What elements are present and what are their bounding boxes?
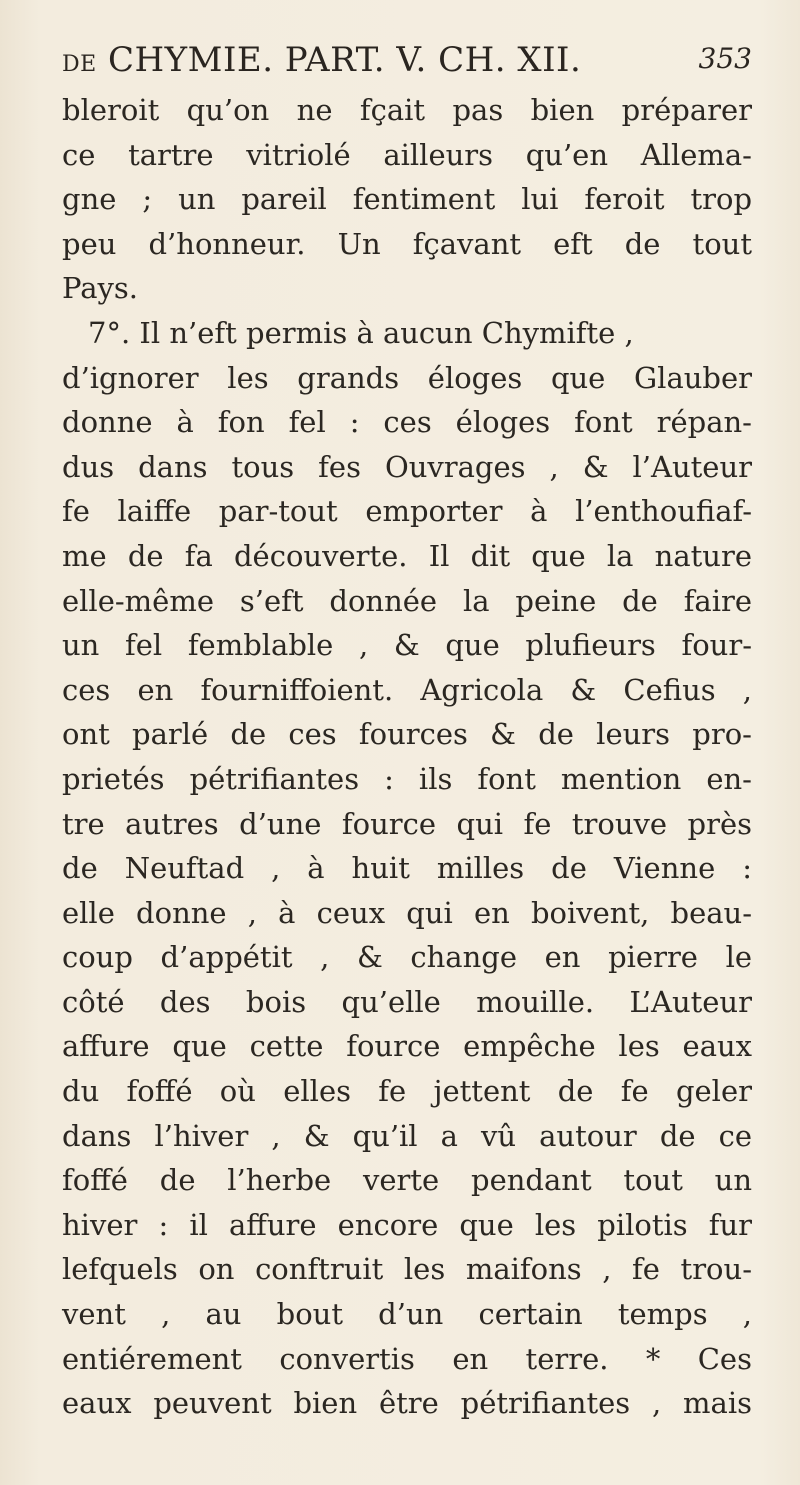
text-line — [62, 88, 762, 133]
text-line — [62, 846, 762, 891]
text-line — [62, 802, 762, 847]
text-line-content: 7°. Il n’eft permis à aucun Chymifte , — [88, 315, 634, 350]
text-line-content: lefquels on conftruit les maifons , fe trou- — [62, 1252, 752, 1287]
text-line — [62, 133, 762, 178]
text-line — [62, 534, 762, 579]
text-line-content: gne ; un pareil fentiment lui feroit trop — [62, 182, 753, 217]
text-line — [62, 935, 762, 980]
text-line — [62, 891, 762, 936]
body-text — [62, 88, 762, 1426]
running-head — [62, 40, 581, 80]
text-line-content: ce tartre vitriolé ailleurs qu’en Allema- — [62, 137, 752, 172]
text-line-content: vent , au bout d’un certain temps , — [62, 1297, 753, 1332]
text-line — [62, 712, 762, 757]
text-line-content: ont parlé de ces fources & de leurs pro- — [62, 717, 752, 752]
text-line-content: coup d’appétit , & change en pierre le — [62, 940, 753, 975]
text-line — [62, 266, 762, 311]
text-line — [62, 445, 762, 490]
text-line — [62, 1069, 762, 1114]
text-line-content: eaux peuvent bien être pétrifiantes , mais — [62, 1386, 753, 1421]
text-line — [62, 222, 762, 267]
text-line — [62, 757, 762, 802]
text-line — [62, 1024, 762, 1069]
text-line-content: entiérement convertis en terre. * Ces — [62, 1341, 752, 1376]
text-line — [62, 1114, 762, 1159]
text-line — [62, 668, 762, 713]
text-line-content: du foffé où elles fe jettent de fe geler — [62, 1074, 752, 1109]
text-line-content: elle donne , à ceux qui en boivent, beau- — [62, 895, 753, 930]
text-line-content: hiver : il affure encore que les pilotis fur — [62, 1207, 753, 1242]
text-line-content: bleroit qu’on ne fçait pas bien préparer — [62, 93, 753, 127]
text-line — [62, 980, 762, 1025]
text-line-content: de Neuftad , à huit milles de Vienne : — [62, 851, 752, 886]
text-line — [62, 579, 762, 624]
text-line — [62, 1292, 762, 1337]
text-line — [62, 1337, 762, 1382]
text-line-content: un fel femblable , & que plufieurs four- — [62, 628, 752, 663]
text-line-content: dans l’hiver , & qu’il a vû autour de ce — [62, 1118, 753, 1153]
text-line — [62, 623, 762, 668]
text-line — [62, 177, 762, 222]
text-line — [62, 356, 762, 401]
text-line-content: peu d’honneur. Un fçavant eft de tout — [62, 226, 752, 261]
text-line-content: elle-même s’eft donnée la peine de faire — [62, 583, 753, 618]
text-line-content: dus dans tous fes Ouvrages , & l’Auteur — [62, 449, 753, 484]
text-line-content: d’ignorer les grands éloges que Glauber — [62, 360, 753, 395]
text-line — [62, 1381, 762, 1426]
text-line-content: côté des bois qu’elle mouille. L’Auteur — [62, 984, 752, 1019]
text-line-content: prietés pétrifiantes : ils font mention en- — [62, 761, 752, 796]
text-line-content: donne à fon fel : ces éloges font répan- — [62, 405, 752, 440]
text-line — [62, 311, 762, 356]
running-head-prefix: DE — [62, 52, 97, 77]
text-line-content: me de fa découverte. Il dit que la nature — [62, 538, 752, 573]
page-header — [62, 40, 752, 84]
text-line-content: ces en fourniffoient. Agricola & Cefius , — [62, 672, 753, 707]
text-line — [62, 489, 762, 534]
text-line — [62, 1247, 762, 1292]
text-line-content: foffé de l’herbe verte pendant tout un — [62, 1163, 753, 1198]
page-number: 353 — [698, 42, 752, 75]
running-head-title: CHYMIE. PART. V. CH. XII. — [108, 40, 582, 80]
text-line — [62, 400, 762, 445]
text-line — [62, 1158, 762, 1203]
text-line — [62, 1203, 762, 1248]
text-line-content: fe laiffe par-tout emporter à l’enthoufiaf- — [62, 494, 752, 529]
text-line-content: tre autres d’une fource qui fe trouve près — [62, 806, 753, 841]
text-line-content: affure que cette fource empêche les eaux — [62, 1029, 753, 1064]
text-line-content: Pays. — [62, 271, 138, 306]
